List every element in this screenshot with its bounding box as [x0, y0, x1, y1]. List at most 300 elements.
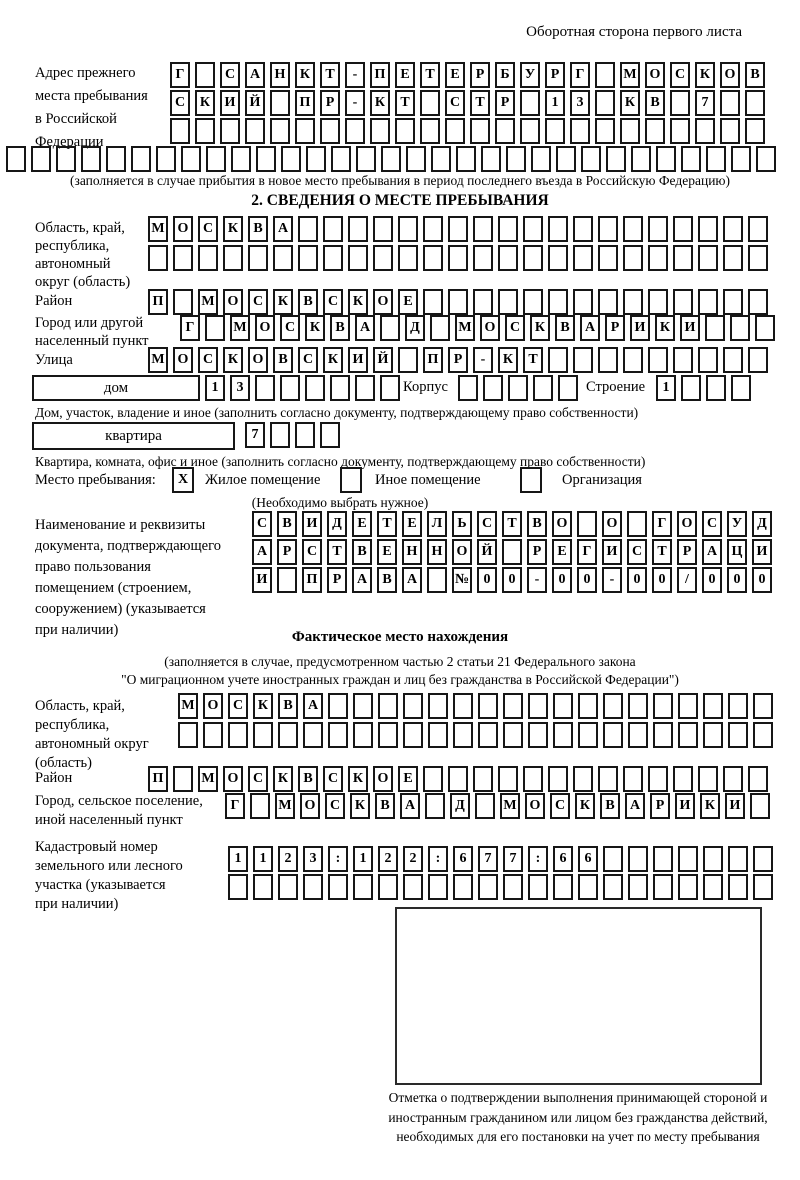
- char-cell[interactable]: [578, 693, 598, 719]
- char-cell[interactable]: [681, 375, 701, 401]
- char-cell[interactable]: 1: [353, 846, 373, 872]
- char-cell[interactable]: М: [500, 793, 520, 819]
- char-cell[interactable]: [323, 216, 343, 242]
- char-cell[interactable]: [203, 722, 223, 748]
- char-cell[interactable]: [653, 874, 673, 900]
- char-cell[interactable]: [648, 766, 668, 792]
- char-cell[interactable]: М: [455, 315, 475, 341]
- char-cell[interactable]: [250, 793, 270, 819]
- char-cell[interactable]: О: [720, 62, 740, 88]
- char-cell[interactable]: [428, 874, 448, 900]
- char-cell[interactable]: [178, 722, 198, 748]
- char-cell[interactable]: В: [278, 693, 298, 719]
- char-cell[interactable]: С: [228, 693, 248, 719]
- char-cell[interactable]: [553, 874, 573, 900]
- char-cell[interactable]: Д: [450, 793, 470, 819]
- char-cell[interactable]: [148, 245, 168, 271]
- char-cell[interactable]: [673, 347, 693, 373]
- document-row-2[interactable]: [252, 539, 777, 565]
- char-cell[interactable]: Ь: [452, 511, 472, 537]
- char-cell[interactable]: [548, 245, 568, 271]
- char-cell[interactable]: [656, 146, 676, 172]
- char-cell[interactable]: В: [375, 793, 395, 819]
- char-cell[interactable]: [473, 289, 493, 315]
- char-cell[interactable]: [673, 289, 693, 315]
- char-cell[interactable]: 7: [503, 846, 523, 872]
- char-cell[interactable]: [198, 245, 218, 271]
- char-cell[interactable]: [520, 90, 540, 116]
- char-cell[interactable]: -: [345, 62, 365, 88]
- char-cell[interactable]: [745, 90, 765, 116]
- char-cell[interactable]: [748, 216, 768, 242]
- char-cell[interactable]: [173, 289, 193, 315]
- char-cell[interactable]: [498, 245, 518, 271]
- char-cell[interactable]: Н: [402, 539, 422, 565]
- char-cell[interactable]: П: [295, 90, 315, 116]
- char-cell[interactable]: С: [702, 511, 722, 537]
- char-cell[interactable]: О: [255, 315, 275, 341]
- char-cell[interactable]: [6, 146, 26, 172]
- char-cell[interactable]: К: [223, 347, 243, 373]
- char-cell[interactable]: [523, 766, 543, 792]
- char-cell[interactable]: М: [230, 315, 250, 341]
- char-cell[interactable]: В: [377, 567, 397, 593]
- char-cell[interactable]: [698, 216, 718, 242]
- char-cell[interactable]: [278, 874, 298, 900]
- char-cell[interactable]: [306, 146, 326, 172]
- char-cell[interactable]: С: [198, 347, 218, 373]
- char-cell[interactable]: Г: [570, 62, 590, 88]
- char-cell[interactable]: [378, 874, 398, 900]
- char-cell[interactable]: [498, 766, 518, 792]
- char-cell[interactable]: [698, 289, 718, 315]
- char-cell[interactable]: Г: [170, 62, 190, 88]
- char-cell[interactable]: В: [555, 315, 575, 341]
- char-cell[interactable]: Р: [605, 315, 625, 341]
- char-cell[interactable]: И: [220, 90, 240, 116]
- char-cell[interactable]: Р: [470, 62, 490, 88]
- char-cell[interactable]: К: [305, 315, 325, 341]
- char-cell[interactable]: О: [373, 289, 393, 315]
- char-cell[interactable]: [345, 118, 365, 144]
- char-cell[interactable]: [648, 289, 668, 315]
- char-cell[interactable]: [228, 874, 248, 900]
- char-cell[interactable]: [195, 62, 215, 88]
- char-cell[interactable]: Р: [277, 539, 297, 565]
- char-cell[interactable]: И: [675, 793, 695, 819]
- char-cell[interactable]: А: [580, 315, 600, 341]
- char-cell[interactable]: О: [602, 511, 622, 537]
- document-row-3[interactable]: [252, 567, 777, 593]
- char-cell[interactable]: [81, 146, 101, 172]
- char-cell[interactable]: К: [655, 315, 675, 341]
- char-cell[interactable]: [173, 766, 193, 792]
- char-cell[interactable]: Е: [445, 62, 465, 88]
- char-cell[interactable]: [598, 766, 618, 792]
- char-cell[interactable]: [381, 146, 401, 172]
- char-cell[interactable]: [445, 118, 465, 144]
- char-cell[interactable]: [481, 146, 501, 172]
- char-cell[interactable]: [703, 846, 723, 872]
- char-cell[interactable]: [673, 766, 693, 792]
- char-cell[interactable]: [570, 118, 590, 144]
- char-cell[interactable]: А: [352, 567, 372, 593]
- char-cell[interactable]: [720, 90, 740, 116]
- char-cell[interactable]: [295, 118, 315, 144]
- char-cell[interactable]: [528, 722, 548, 748]
- char-cell[interactable]: А: [400, 793, 420, 819]
- char-cell[interactable]: [628, 693, 648, 719]
- house-field-box[interactable]: дом: [32, 375, 200, 401]
- district-row[interactable]: [148, 289, 773, 315]
- char-cell[interactable]: [698, 347, 718, 373]
- char-cell[interactable]: [427, 567, 447, 593]
- char-cell[interactable]: [703, 722, 723, 748]
- char-cell[interactable]: В: [248, 216, 268, 242]
- char-cell[interactable]: М: [620, 62, 640, 88]
- char-cell[interactable]: [598, 245, 618, 271]
- char-cell[interactable]: Н: [427, 539, 447, 565]
- char-cell[interactable]: [706, 146, 726, 172]
- char-cell[interactable]: 2: [403, 846, 423, 872]
- char-cell[interactable]: В: [600, 793, 620, 819]
- char-cell[interactable]: Р: [650, 793, 670, 819]
- char-cell[interactable]: [508, 375, 528, 401]
- char-cell[interactable]: [756, 146, 776, 172]
- char-cell[interactable]: [670, 118, 690, 144]
- char-cell[interactable]: И: [348, 347, 368, 373]
- char-cell[interactable]: [548, 216, 568, 242]
- char-cell[interactable]: [548, 289, 568, 315]
- char-cell[interactable]: О: [452, 539, 472, 565]
- char-cell[interactable]: [331, 146, 351, 172]
- char-cell[interactable]: [623, 347, 643, 373]
- char-cell[interactable]: [245, 118, 265, 144]
- char-cell[interactable]: [578, 722, 598, 748]
- char-cell[interactable]: Ц: [727, 539, 747, 565]
- char-cell[interactable]: А: [702, 539, 722, 565]
- char-cell[interactable]: Т: [652, 539, 672, 565]
- char-cell[interactable]: С: [302, 539, 322, 565]
- char-cell[interactable]: [473, 766, 493, 792]
- char-cell[interactable]: 2: [378, 846, 398, 872]
- char-cell[interactable]: [628, 722, 648, 748]
- char-cell[interactable]: [753, 846, 773, 872]
- char-cell[interactable]: [353, 722, 373, 748]
- char-cell[interactable]: [553, 722, 573, 748]
- char-cell[interactable]: Т: [395, 90, 415, 116]
- char-cell[interactable]: [753, 693, 773, 719]
- char-cell[interactable]: М: [148, 216, 168, 242]
- char-cell[interactable]: С: [505, 315, 525, 341]
- char-cell[interactable]: [653, 722, 673, 748]
- char-cell[interactable]: А: [245, 62, 265, 88]
- char-cell[interactable]: Р: [320, 90, 340, 116]
- char-cell[interactable]: [748, 289, 768, 315]
- char-cell[interactable]: [645, 118, 665, 144]
- char-cell[interactable]: 7: [695, 90, 715, 116]
- char-cell[interactable]: Р: [545, 62, 565, 88]
- char-cell[interactable]: [573, 216, 593, 242]
- char-cell[interactable]: С: [323, 766, 343, 792]
- char-cell[interactable]: О: [373, 766, 393, 792]
- stay-type-checkbox-inoe[interactable]: [340, 467, 362, 493]
- char-cell[interactable]: [520, 118, 540, 144]
- char-cell[interactable]: [277, 567, 297, 593]
- char-cell[interactable]: [448, 289, 468, 315]
- char-cell[interactable]: [330, 375, 350, 401]
- char-cell[interactable]: [673, 216, 693, 242]
- char-cell[interactable]: [581, 146, 601, 172]
- char-cell[interactable]: [678, 722, 698, 748]
- char-cell[interactable]: [428, 722, 448, 748]
- prev-address-row-2[interactable]: [170, 90, 770, 116]
- char-cell[interactable]: К: [350, 793, 370, 819]
- char-cell[interactable]: С: [670, 62, 690, 88]
- char-cell[interactable]: Е: [552, 539, 572, 565]
- char-cell[interactable]: [623, 766, 643, 792]
- char-cell[interactable]: [170, 118, 190, 144]
- char-cell[interactable]: Г: [652, 511, 672, 537]
- char-cell[interactable]: 6: [578, 846, 598, 872]
- char-cell[interactable]: 7: [478, 846, 498, 872]
- char-cell[interactable]: [353, 874, 373, 900]
- char-cell[interactable]: 1: [656, 375, 676, 401]
- char-cell[interactable]: П: [370, 62, 390, 88]
- char-cell[interactable]: О: [645, 62, 665, 88]
- char-cell[interactable]: [678, 846, 698, 872]
- cadastre-row-1[interactable]: [228, 846, 778, 872]
- char-cell[interactable]: К: [273, 766, 293, 792]
- char-cell[interactable]: А: [252, 539, 272, 565]
- apartment-field-box[interactable]: квартира: [32, 422, 235, 450]
- char-cell[interactable]: 3: [230, 375, 250, 401]
- char-cell[interactable]: [173, 245, 193, 271]
- char-cell[interactable]: [750, 793, 770, 819]
- char-cell[interactable]: К: [223, 216, 243, 242]
- char-cell[interactable]: [723, 347, 743, 373]
- char-cell[interactable]: /: [677, 567, 697, 593]
- char-cell[interactable]: [628, 846, 648, 872]
- char-cell[interactable]: Р: [677, 539, 697, 565]
- char-cell[interactable]: [731, 146, 751, 172]
- char-cell[interactable]: Й: [373, 347, 393, 373]
- char-cell[interactable]: [428, 693, 448, 719]
- char-cell[interactable]: [270, 90, 290, 116]
- char-cell[interactable]: [355, 375, 375, 401]
- char-cell[interactable]: Е: [398, 766, 418, 792]
- korpus-row[interactable]: [458, 375, 583, 401]
- char-cell[interactable]: [706, 375, 726, 401]
- char-cell[interactable]: Е: [395, 62, 415, 88]
- char-cell[interactable]: [298, 216, 318, 242]
- char-cell[interactable]: К: [253, 693, 273, 719]
- prev-address-row-4[interactable]: [6, 146, 781, 172]
- char-cell[interactable]: [623, 289, 643, 315]
- char-cell[interactable]: О: [552, 511, 572, 537]
- char-cell[interactable]: [723, 216, 743, 242]
- char-cell[interactable]: [206, 146, 226, 172]
- char-cell[interactable]: [453, 693, 473, 719]
- char-cell[interactable]: О: [248, 347, 268, 373]
- char-cell[interactable]: [475, 793, 495, 819]
- char-cell[interactable]: [320, 118, 340, 144]
- char-cell[interactable]: [473, 216, 493, 242]
- char-cell[interactable]: [398, 216, 418, 242]
- char-cell[interactable]: Р: [327, 567, 347, 593]
- char-cell[interactable]: Т: [377, 511, 397, 537]
- char-cell[interactable]: И: [630, 315, 650, 341]
- char-cell[interactable]: Р: [527, 539, 547, 565]
- char-cell[interactable]: А: [625, 793, 645, 819]
- char-cell[interactable]: О: [223, 766, 243, 792]
- char-cell[interactable]: [423, 245, 443, 271]
- char-cell[interactable]: [553, 693, 573, 719]
- char-cell[interactable]: [578, 874, 598, 900]
- char-cell[interactable]: М: [275, 793, 295, 819]
- char-cell[interactable]: [378, 693, 398, 719]
- char-cell[interactable]: [531, 146, 551, 172]
- char-cell[interactable]: С: [220, 62, 240, 88]
- char-cell[interactable]: [181, 146, 201, 172]
- char-cell[interactable]: [506, 146, 526, 172]
- char-cell[interactable]: [448, 766, 468, 792]
- char-cell[interactable]: [606, 146, 626, 172]
- char-cell[interactable]: С: [550, 793, 570, 819]
- char-cell[interactable]: Т: [523, 347, 543, 373]
- district2-row[interactable]: [148, 766, 773, 792]
- char-cell[interactable]: [631, 146, 651, 172]
- char-cell[interactable]: [728, 722, 748, 748]
- char-cell[interactable]: [678, 693, 698, 719]
- char-cell[interactable]: О: [173, 216, 193, 242]
- char-cell[interactable]: [728, 846, 748, 872]
- char-cell[interactable]: [406, 146, 426, 172]
- char-cell[interactable]: У: [727, 511, 747, 537]
- char-cell[interactable]: К: [575, 793, 595, 819]
- char-cell[interactable]: [420, 118, 440, 144]
- char-cell[interactable]: [528, 693, 548, 719]
- char-cell[interactable]: [320, 422, 340, 448]
- char-cell[interactable]: С: [170, 90, 190, 116]
- char-cell[interactable]: [356, 146, 376, 172]
- char-cell[interactable]: [703, 874, 723, 900]
- document-row-1[interactable]: [252, 511, 777, 537]
- char-cell[interactable]: 0: [727, 567, 747, 593]
- char-cell[interactable]: К: [370, 90, 390, 116]
- char-cell[interactable]: О: [525, 793, 545, 819]
- char-cell[interactable]: [730, 315, 750, 341]
- char-cell[interactable]: С: [280, 315, 300, 341]
- char-cell[interactable]: К: [530, 315, 550, 341]
- char-cell[interactable]: [598, 216, 618, 242]
- char-cell[interactable]: №: [452, 567, 472, 593]
- char-cell[interactable]: [298, 245, 318, 271]
- char-cell[interactable]: К: [273, 289, 293, 315]
- char-cell[interactable]: [556, 146, 576, 172]
- char-cell[interactable]: [348, 216, 368, 242]
- street-row[interactable]: [148, 347, 773, 373]
- char-cell[interactable]: [430, 315, 450, 341]
- char-cell[interactable]: [523, 289, 543, 315]
- char-cell[interactable]: [745, 118, 765, 144]
- char-cell[interactable]: [273, 245, 293, 271]
- char-cell[interactable]: [473, 245, 493, 271]
- char-cell[interactable]: К: [700, 793, 720, 819]
- char-cell[interactable]: 1: [253, 846, 273, 872]
- char-cell[interactable]: Д: [752, 511, 772, 537]
- char-cell[interactable]: [748, 766, 768, 792]
- char-cell[interactable]: 7: [245, 422, 265, 448]
- char-cell[interactable]: [653, 693, 673, 719]
- char-cell[interactable]: [753, 874, 773, 900]
- house-number-row[interactable]: [205, 375, 405, 401]
- char-cell[interactable]: [56, 146, 76, 172]
- char-cell[interactable]: [470, 118, 490, 144]
- char-cell[interactable]: В: [298, 289, 318, 315]
- char-cell[interactable]: 1: [205, 375, 225, 401]
- char-cell[interactable]: [478, 874, 498, 900]
- char-cell[interactable]: В: [745, 62, 765, 88]
- char-cell[interactable]: Т: [470, 90, 490, 116]
- char-cell[interactable]: [106, 146, 126, 172]
- char-cell[interactable]: [253, 874, 273, 900]
- char-cell[interactable]: [545, 118, 565, 144]
- char-cell[interactable]: [423, 216, 443, 242]
- char-cell[interactable]: О: [300, 793, 320, 819]
- char-cell[interactable]: [723, 766, 743, 792]
- char-cell[interactable]: 0: [477, 567, 497, 593]
- char-cell[interactable]: [548, 766, 568, 792]
- char-cell[interactable]: 2: [278, 846, 298, 872]
- char-cell[interactable]: [328, 693, 348, 719]
- char-cell[interactable]: [523, 216, 543, 242]
- char-cell[interactable]: О: [203, 693, 223, 719]
- char-cell[interactable]: [281, 146, 301, 172]
- char-cell[interactable]: О: [223, 289, 243, 315]
- char-cell[interactable]: У: [520, 62, 540, 88]
- char-cell[interactable]: К: [195, 90, 215, 116]
- char-cell[interactable]: :: [328, 846, 348, 872]
- region-row-2[interactable]: [148, 245, 773, 271]
- char-cell[interactable]: Т: [420, 62, 440, 88]
- char-cell[interactable]: С: [627, 539, 647, 565]
- char-cell[interactable]: [303, 874, 323, 900]
- char-cell[interactable]: 3: [303, 846, 323, 872]
- char-cell[interactable]: С: [445, 90, 465, 116]
- char-cell[interactable]: Е: [398, 289, 418, 315]
- char-cell[interactable]: [623, 216, 643, 242]
- stay-type-checkbox-org[interactable]: [520, 467, 542, 493]
- char-cell[interactable]: [453, 874, 473, 900]
- char-cell[interactable]: Г: [180, 315, 200, 341]
- char-cell[interactable]: -: [602, 567, 622, 593]
- char-cell[interactable]: [425, 793, 445, 819]
- char-cell[interactable]: К: [695, 62, 715, 88]
- char-cell[interactable]: 0: [502, 567, 522, 593]
- char-cell[interactable]: И: [302, 511, 322, 537]
- char-cell[interactable]: [380, 315, 400, 341]
- char-cell[interactable]: :: [528, 846, 548, 872]
- char-cell[interactable]: Т: [327, 539, 347, 565]
- char-cell[interactable]: -: [473, 347, 493, 373]
- char-cell[interactable]: [723, 245, 743, 271]
- char-cell[interactable]: [753, 722, 773, 748]
- char-cell[interactable]: [598, 347, 618, 373]
- char-cell[interactable]: В: [273, 347, 293, 373]
- char-cell[interactable]: Р: [495, 90, 515, 116]
- char-cell[interactable]: [220, 118, 240, 144]
